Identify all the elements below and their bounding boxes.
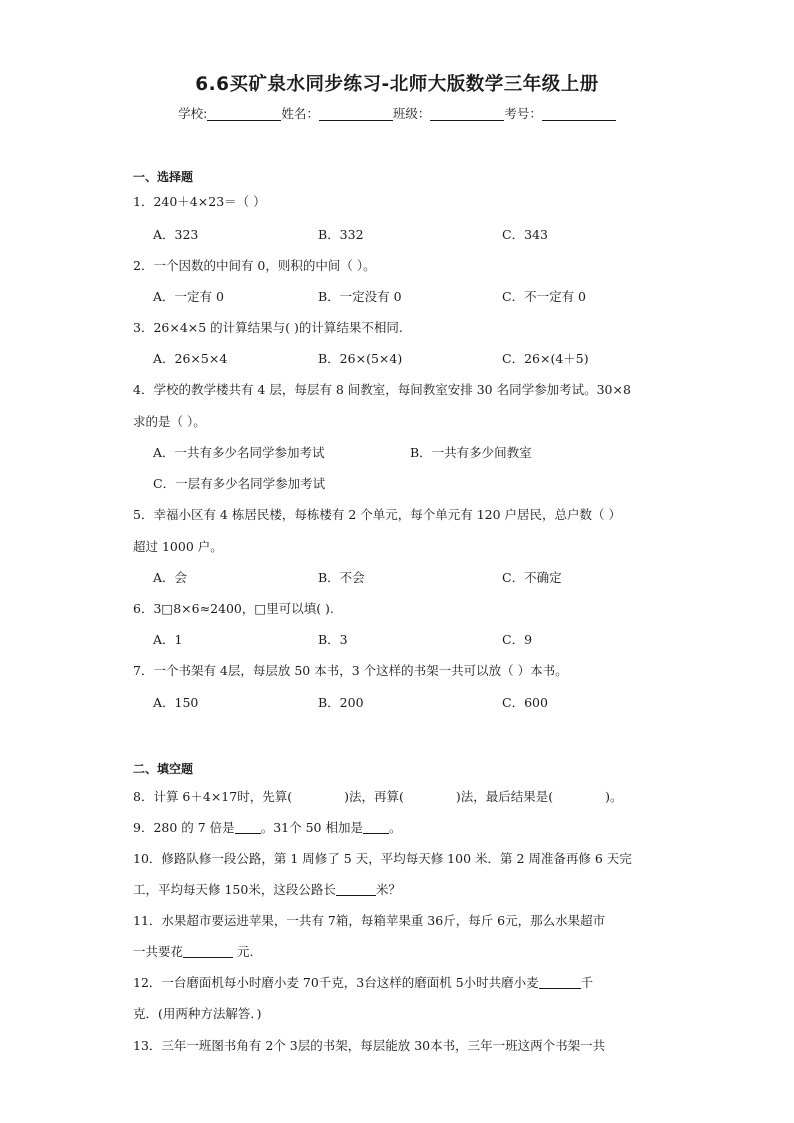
q12-blank[interactable]: [539, 976, 581, 989]
q3-option-b[interactable]: B．26×(5×4): [318, 351, 403, 366]
question-1: 1．240＋4×23＝（ ）: [133, 194, 266, 209]
q3-option-a[interactable]: A．26×5×4: [153, 351, 228, 366]
q9-blank-2[interactable]: [363, 821, 389, 834]
q10-blank[interactable]: [336, 883, 376, 896]
question-12-line2: 克．(用两种方法解答．): [133, 1006, 262, 1021]
q7-option-b[interactable]: B．200: [318, 695, 364, 710]
q9-part-b: 。31个 50 相加是: [260, 820, 363, 835]
section-heading-choice: 一、选择题: [133, 170, 194, 184]
q8-part-b: )法，再算(: [344, 789, 404, 804]
question-7: 7．一个书架有 4层，每层放 50 本书，3 个这样的书架一共可以放（ ）本书。: [133, 663, 568, 678]
q5-option-a[interactable]: A．会: [153, 570, 188, 585]
question-11-line1: 11．水果超市要运进苹果，一共有 7箱，每箱苹果重 36斤，每斤 6元，那么水果超市: [133, 913, 606, 928]
question-3: 3．26×4×5 的计算结果与( )的计算结果不相同.: [133, 320, 403, 335]
q12-part-a: 12．一台磨面机每小时磨小麦 70千克，3台这样的磨面机 5小时共磨小麦: [133, 975, 539, 990]
q8-part-d: )。: [605, 789, 623, 804]
q7-option-c[interactable]: C．600: [502, 695, 548, 710]
question-13-line1: 13．三年一班图书角有 2个 3层的书架，每层能放 30本书，三年一班这两个书架一共: [133, 1038, 606, 1053]
q9-part-a: 9．280 的 7 倍是: [133, 820, 235, 835]
q6-option-b[interactable]: B．3: [318, 632, 348, 647]
q10-part-b: 米？: [375, 882, 401, 897]
q3-option-c[interactable]: C．26×(4＋5): [502, 351, 589, 366]
class-label: 班级：: [392, 106, 431, 121]
q7-option-a[interactable]: A．150: [153, 695, 199, 710]
school-label: 学校:: [178, 106, 208, 121]
question-11-line2: [133, 942, 673, 960]
q2-option-a[interactable]: A．一定有 0: [153, 289, 224, 304]
class-blank[interactable]: [430, 107, 504, 121]
q1-option-a[interactable]: A．323: [153, 227, 199, 242]
question-10-line2: [133, 880, 673, 898]
q6-option-a[interactable]: A．1: [153, 632, 183, 647]
q2-option-b[interactable]: B．一定没有 0: [318, 289, 402, 304]
q8-part-a: 8．计算 6＋4×17时，先算(: [133, 789, 293, 804]
page-title: 6.6买矿泉水同步练习-北师大版数学三年级上册: [195, 74, 599, 95]
question-2: 2．一个因数的中间有 0，则积的中间（ ）。: [133, 258, 376, 273]
q4-option-b[interactable]: B．一共有多少间教室: [410, 445, 532, 460]
question-6: 6．3□8×6≈2400，□里可以填( ).: [133, 601, 334, 616]
q11-part-b: 元.: [233, 944, 254, 959]
q9-part-c: 。: [388, 820, 402, 835]
q4-option-a[interactable]: A．一共有多少名同学参加考试: [153, 445, 325, 460]
q10-part-a: 工，平均每天修 150米，这段公路长: [133, 882, 336, 897]
q6-option-c[interactable]: C．9: [502, 632, 533, 647]
q4-option-c[interactable]: C．一层有多少名同学参加考试: [153, 476, 326, 491]
section-heading-fill: 二、填空题: [133, 762, 194, 776]
q2-option-c[interactable]: C．不一定有 0: [502, 289, 586, 304]
q11-part-a: 一共要花: [133, 944, 184, 959]
student-info-line: [0, 104, 794, 122]
question-10-line1: 10．修路队修一段公路，第 1 周修了 5 天，平均每天修 100 米．第 2 周准备再修 6 天完: [133, 851, 632, 866]
q5-option-b[interactable]: B．不会: [318, 570, 365, 585]
question-4-line2: 求的是（ ）。: [133, 414, 206, 429]
name-label: 姓名：: [281, 106, 319, 121]
exam-no-blank[interactable]: [542, 107, 616, 121]
q11-blank[interactable]: [183, 945, 233, 958]
question-4-line1: 4．学校的教学楼共有 4 层，每层有 8 间教室，每间教室安排 30 名同学参加考试。30×8: [133, 382, 631, 397]
question-8: [133, 787, 673, 805]
school-blank[interactable]: [207, 107, 281, 121]
name-blank[interactable]: [319, 107, 393, 121]
q8-part-c: )法，最后结果是(: [455, 789, 554, 804]
question-9: [133, 818, 673, 836]
q9-blank-1[interactable]: [235, 821, 261, 834]
q12-part-b: 千: [580, 975, 594, 990]
q5-option-c[interactable]: C．不确定: [502, 570, 562, 585]
question-5-line1: 5．幸福小区有 4 栋居民楼，每栋楼有 2 个单元，每个单元有 120 户居民，总户数（ ）: [133, 507, 622, 522]
q1-option-c[interactable]: C．343: [502, 227, 548, 242]
question-5-line2: 超过 1000 户。: [133, 539, 223, 554]
exam-no-label: 考号：: [504, 106, 542, 121]
q1-option-b[interactable]: B．332: [318, 227, 364, 242]
question-12-line1: [133, 973, 673, 991]
